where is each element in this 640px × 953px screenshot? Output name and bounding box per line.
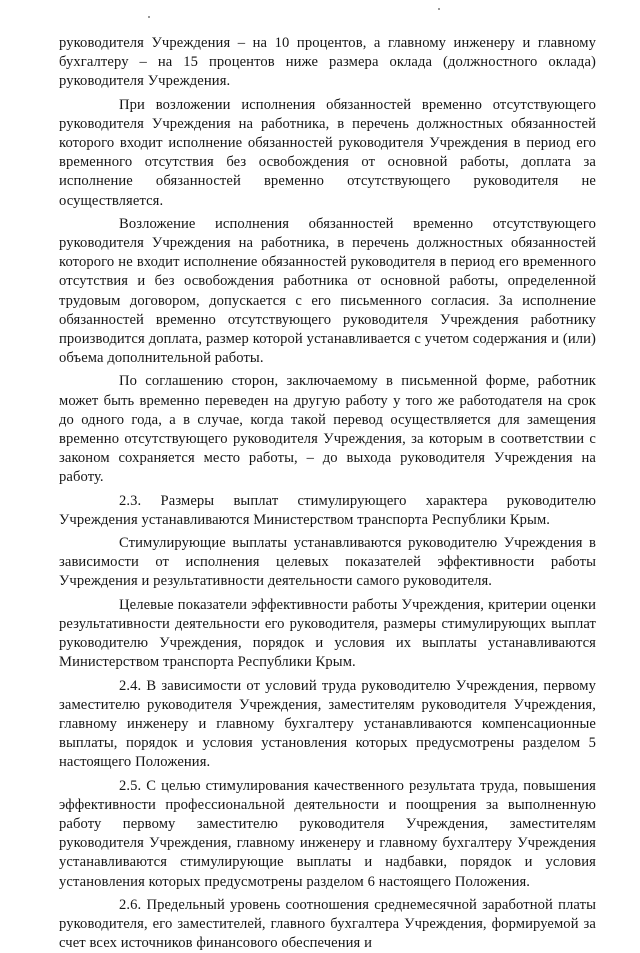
paragraph-4: По соглашению сторон, заключаемому в письменной форме, работник может быть временно переведен на другую работу у того же работодателя на срок до одного года, а в случае, когда такой перевод осуществляется для замещения временно отсутствующего руководителя Учреждения, за которым в соответствии с законом сохраняется место работы, – до выхода руководителя Учреждения на работу. (59, 373, 596, 486)
paragraph-2-4: 2.4. В зависимости от условий труда руководителю Учреждения, первому заместителю руководителя Учреждения, заместителям руководителя Учреждения, главному инженеру и главному бухгалтеру устанавливаются компенсационные выплаты, порядок и условия установления которых предусмотрены разделом 5 настоящего Положения. (59, 677, 596, 771)
paragraph-3: Возложение исполнения обязанностей временно отсутствующего руководителя Учреждения на работника, в перечень должностных обязанностей которого не входит исполнение обязанностей руководителя в период его временного отсутствия и без освобождения работника от основной работы, определенной трудовым договором, допускается с его письменного согласия. За исполнение обязанностей временно отсутствующего руководителя Учреждения работнику производится доплата, размер которой устанавливается с учетом содержания и (или) объема дополнительной работы. (59, 215, 596, 367)
paragraph-2-5: 2.5. С целью стимулирования качественного результата труда, повышения эффективности профессиональной деятельности и поощрения за выполненную работу первому заместителю руководителя Учреждения, заместителям руководителя Учреждения, главному инженеру и главному бухгалтеру Учреждения устанавливаются стимулирующие выплаты и надбавки, порядок и условия установления которых предусмотрены разделом 6 настоящего Положения. (59, 777, 596, 890)
scan-speck (438, 8, 440, 10)
paragraph-1: руководителя Учреждения – на 10 процентов, а главному инженеру и главному бухгалтеру – на 15 процентов ниже размера оклада (должностного оклада) руководителя Учреждения. (59, 35, 596, 90)
paragraph-6: Стимулирующие выплаты устанавливаются руководителю Учреждения в зависимости от исполнения целевых показателей эффективности работы Учреждения и результативности деятельности самого руководителя. (59, 535, 596, 590)
paragraph-2-6: 2.6. Предельный уровень соотношения среднемесячной заработной платы руководителя, его заместителей, главного бухгалтера Учреждения, формируемой за счет всех источников финансового обеспечения и (59, 896, 596, 952)
paragraph-2-3: 2.3. Размеры выплат стимулирующего характера руководителю Учреждения устанавливаются Министерством транспорта Республики Крым. (59, 492, 596, 528)
paragraph-2: При возложении исполнения обязанностей временно отсутствующего руководителя Учреждения на работника, в перечень должностных обязанностей которого входит исполнение обязанностей руководителя Учреждения в период его временного отсутствия без освобождения от основной работы, доплата за исполнение обязанностей временно отсутствующего руководителя не осуществляется. (59, 96, 596, 209)
scan-speck (148, 16, 150, 18)
paragraph-7: Целевые показатели эффективности работы Учреждения, критерии оценки результативности деятельности его руководителя, размеры стимулирующих выплат руководителю Учреждения, порядок и условия их выплаты устанавливаются Министерством транспорта Республики Крым. (59, 596, 596, 671)
